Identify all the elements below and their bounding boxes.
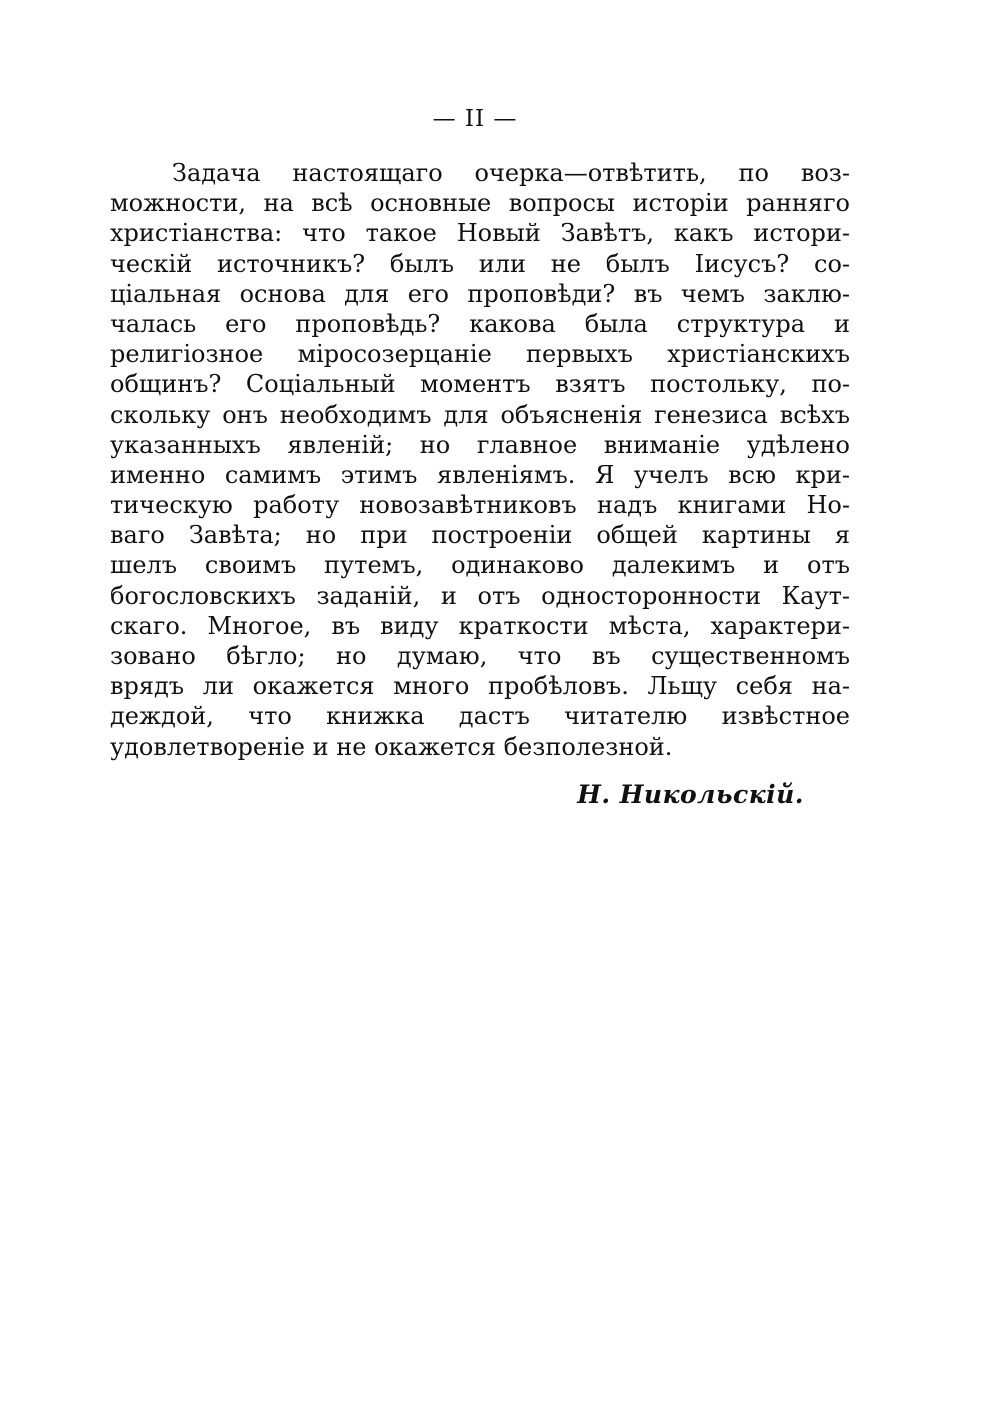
author-signature: Н. Никольскій.	[577, 780, 804, 809]
text-line: зовано бѣгло; но думаю, что въ существенномъ	[110, 642, 850, 670]
text-line: указанныхъ явленій; но главное вниманіе удѣлено	[110, 430, 850, 459]
text-line: деждой, что книжка дастъ читателю извѣстное	[110, 702, 850, 731]
text-line: скаго. Многое, въ виду краткости мѣста, характери-	[110, 611, 850, 640]
text-line: можности, на всѣ основные вопросы исторіи ранняго	[110, 189, 850, 218]
text-line: христіанства: что такое Новый Завѣтъ, какъ истори-	[110, 219, 850, 248]
text-line: богословскихъ заданій, и отъ односторонности Каут-	[110, 581, 850, 610]
page-number: — II —	[432, 106, 518, 132]
text-line: шелъ своимъ путемъ, одинаково далекимъ и отъ	[110, 551, 850, 580]
preface-paragraph	[110, 158, 850, 762]
text-line: общинъ? Соціальный моментъ взятъ постольку, по-	[110, 370, 850, 399]
text-line: врядъ ли окажется много пробѣловъ. Льщу себя на-	[110, 672, 850, 701]
text-line: тическую работу новозавѣтниковъ надъ книгами Но-	[110, 491, 850, 520]
text-line: ваго Завѣта; но при построеніи общей картины я	[110, 521, 850, 550]
text-line: удовлетвореніе и не окажется безполезной.	[110, 732, 673, 761]
text-line: скольку онъ необходимъ для объясненія генезиса всѣхъ	[110, 400, 850, 429]
text-line: именно самимъ этимъ явленіямъ. Я учелъ всю кри-	[110, 460, 850, 489]
text-line: ческій источникъ? былъ или не былъ Іисусъ? со-	[110, 249, 850, 278]
text-line: ціальная основа для его проповѣди? въ чемъ заклю-	[110, 279, 850, 308]
text-line: религіозное міросозерцаніе первыхъ христіанскихъ	[110, 340, 850, 369]
text-line: чалась его проповѣдь? какова была структура и	[110, 309, 850, 338]
text-line: Задача настоящаго очерка—отвѣтить, по воз-	[172, 159, 850, 187]
